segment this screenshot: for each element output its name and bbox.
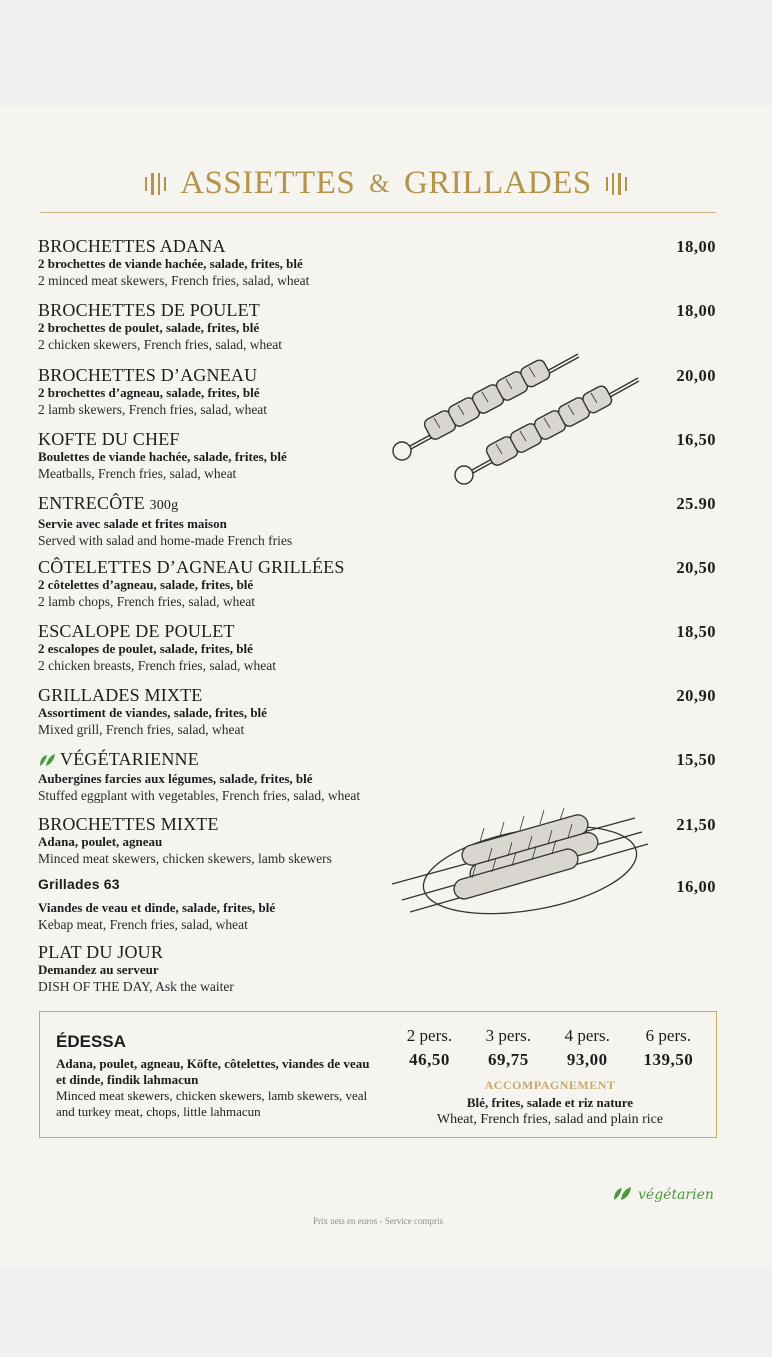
item-price: 18,50 xyxy=(676,622,716,641)
platter-description-fr: Adana, poulet, agneau, Köfte, côtelettes, viandes de veau et dinde, findik lahmacun xyxy=(56,1056,370,1087)
item-description-en: 2 lamb skewers, French fries, salad, wheat xyxy=(38,402,268,417)
item-name: BROCHETTES D’AGNEAU xyxy=(38,365,258,385)
item-description-fr: Adana, poulet, agneau xyxy=(38,834,163,849)
menu-item xyxy=(38,621,728,674)
item-price: 21,50 xyxy=(676,815,716,834)
portion-price: 46,50 xyxy=(409,1050,450,1069)
item-description-fr: Assortiment de viandes, salade, frites, blé xyxy=(38,705,267,720)
portion-label: 4 pers. xyxy=(564,1026,610,1045)
item-description-fr: 2 brochettes de viande hachée, salade, frites, blé xyxy=(38,256,303,271)
item-name: CÔTELETTES D’AGNEAU GRILLÉES xyxy=(38,557,345,577)
menu-item xyxy=(38,300,728,353)
item-description-en: Minced meat skewers, chicken skewers, lamb skewers xyxy=(38,851,332,866)
title-ampersand: & xyxy=(369,168,390,198)
edessa-platter-box xyxy=(39,1011,717,1138)
decorative-bars-right xyxy=(606,172,627,196)
menu-item xyxy=(38,557,728,610)
accompaniment-fr: Blé, frites, salade et riz nature xyxy=(466,1095,634,1110)
item-description-en: Mixed grill, French fries, salad, wheat xyxy=(38,722,245,737)
item-price: 15,50 xyxy=(676,750,716,769)
item-name: BROCHETTES ADANA xyxy=(38,236,226,256)
item-price: 16,00 xyxy=(676,877,716,896)
item-name: Grillades 63 xyxy=(38,876,120,892)
item-description-fr: Boulettes de viande hachée, salade, frites, blé xyxy=(38,449,287,464)
title-second: GRILLADES xyxy=(403,165,592,201)
item-description-en: Meatballs, French fries, salad, wheat xyxy=(38,466,237,481)
item-name: BROCHETTES DE POULET xyxy=(38,300,260,320)
skewers-illustration xyxy=(388,348,648,498)
item-name xyxy=(38,749,728,771)
item-description-fr: Aubergines farcies aux légumes, salade, frites, blé xyxy=(38,771,313,786)
accompaniment-en: Wheat, French fries, salad and plain rice xyxy=(436,1112,664,1127)
portion-price: 139,50 xyxy=(643,1050,694,1069)
item-price: 18,00 xyxy=(676,237,716,256)
item-weight: 300g xyxy=(149,498,179,513)
item-name: KOFTE DU CHEF xyxy=(38,429,180,449)
legend-label: végétarien xyxy=(638,1187,714,1203)
item-name: GRILLADES MIXTE xyxy=(38,685,203,705)
item-description-fr: 2 escalopes de poulet, salade, frites, blé xyxy=(38,641,253,656)
item-description-en: 2 lamb chops, French fries, salad, wheat xyxy=(38,594,256,609)
item-name: BROCHETTES MIXTE xyxy=(38,814,219,834)
item-price: 18,00 xyxy=(676,301,716,320)
item-name-text: ENTRECÔTE xyxy=(38,493,145,513)
platter-name: ÉDESSA xyxy=(56,1032,126,1051)
item-name: PLAT DU JOUR xyxy=(38,942,164,962)
item-description-fr: Demandez au serveur xyxy=(38,962,159,977)
item-description-fr: 2 côtelettes d’agneau, salade, frites, blé xyxy=(38,577,254,592)
item-description-en: 2 minced meat skewers, French fries, salad, wheat xyxy=(38,273,310,288)
item-description-fr: Servie avec salade et frites maison xyxy=(38,516,227,531)
portion-price: 93,00 xyxy=(566,1050,608,1069)
item-description-fr: Viandes de veau et dinde, salade, frites, blé xyxy=(38,900,276,915)
accompaniment-heading: ACCOMPAGNEMENT xyxy=(484,1078,616,1092)
footer-note: Prix nets en euros - Service compris xyxy=(313,1216,443,1226)
leaf-icon xyxy=(612,1185,632,1205)
portion-prices xyxy=(390,1026,710,1070)
portion-label: 3 pers. xyxy=(485,1026,531,1045)
portion-column xyxy=(486,1026,531,1070)
accompaniment xyxy=(390,1078,710,1128)
item-name-text: VÉGÉTARIENNE xyxy=(60,749,199,769)
vegetarian-legend xyxy=(612,1185,714,1205)
item-price: 16,50 xyxy=(676,430,716,449)
menu-item xyxy=(38,685,728,738)
portion-label: 6 pers. xyxy=(645,1026,691,1045)
portion-column xyxy=(565,1026,610,1070)
menu-item xyxy=(38,749,728,804)
item-description-en: Stuffed eggplant with vegetables, French fries, salad, wheat xyxy=(38,788,361,803)
item-name: ESCALOPE DE POULET xyxy=(38,621,235,641)
item-price: 20,00 xyxy=(676,366,716,385)
item-description-en: Kebap meat, French fries, salad, wheat xyxy=(38,917,248,932)
item-description-en: 2 chicken skewers, French fries, salad, wheat xyxy=(38,337,283,352)
menu-item xyxy=(38,493,728,549)
item-description-en: Served with salad and home-made French fries xyxy=(38,533,293,548)
portion-price: 69,75 xyxy=(487,1050,529,1069)
leaf-icon xyxy=(38,751,56,771)
menu-item xyxy=(38,236,728,289)
item-price: 20,90 xyxy=(676,686,716,705)
item-price: 25.90 xyxy=(676,494,716,513)
portion-label: 2 pers. xyxy=(406,1026,453,1045)
item-description-en: DISH OF THE DAY, Ask the waiter xyxy=(38,979,234,994)
portion-column xyxy=(407,1026,452,1070)
item-description-fr: 2 brochettes de poulet, salade, frites, blé xyxy=(38,320,260,335)
menu-item xyxy=(38,942,728,995)
decorative-bars-left xyxy=(145,172,166,196)
section-title xyxy=(0,165,772,202)
title-main: ASSIETTES xyxy=(180,165,356,201)
title-divider xyxy=(40,212,716,213)
item-description-en: 2 chicken breasts, French fries, salad, wheat xyxy=(38,658,277,673)
item-description-fr: 2 brochettes d’agneau, salade, frites, blé xyxy=(38,385,260,400)
grill-plate-illustration xyxy=(390,808,655,923)
platter-description-en: Minced meat skewers, chicken skewers, lamb skewers, veal and turkey meat, chops, little lahmacun xyxy=(56,1088,368,1119)
item-price: 20,50 xyxy=(676,558,716,577)
portion-column xyxy=(643,1026,693,1070)
